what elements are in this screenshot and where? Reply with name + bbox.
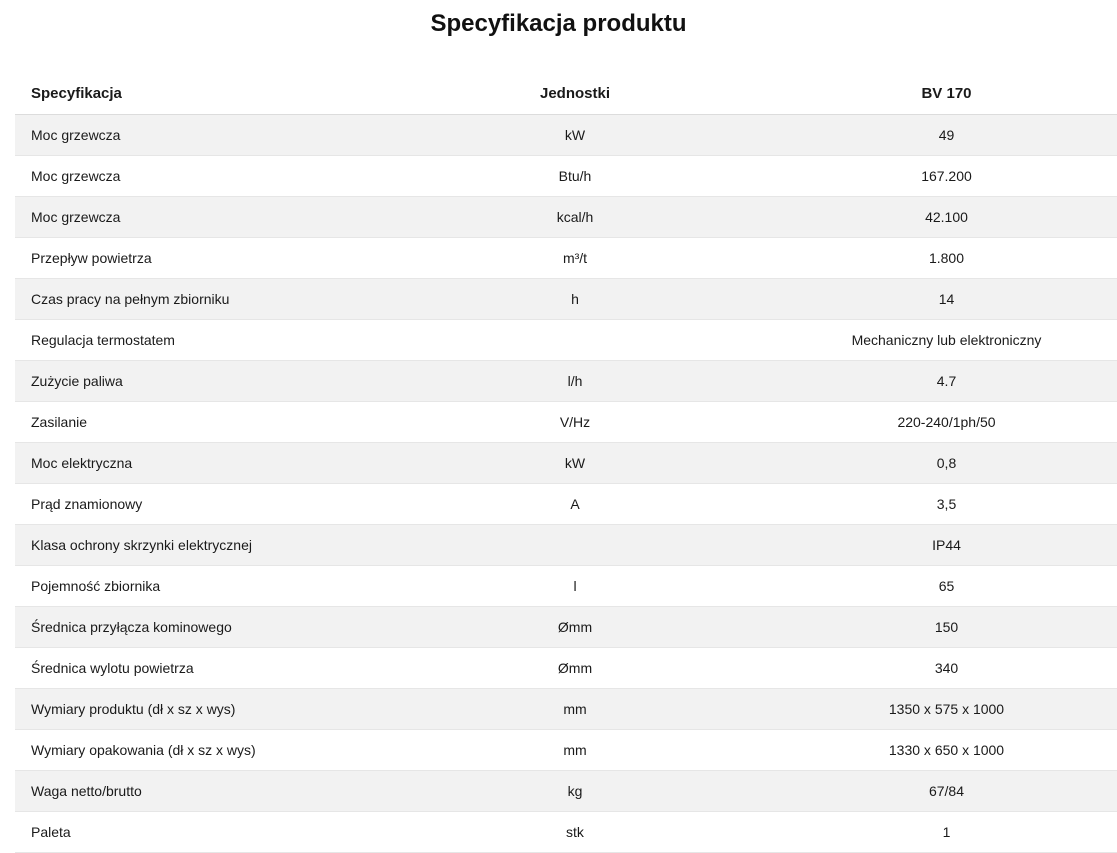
spec-name: Zasilanie — [15, 402, 376, 443]
spec-name: Moc grzewcza — [15, 156, 376, 197]
header-specyfikacja: Specyfikacja — [15, 73, 376, 115]
spec-name: Klasa ochrony skrzynki elektrycznej — [15, 525, 376, 566]
spec-unit: l/h — [376, 361, 774, 402]
spec-value: 1.800 — [774, 238, 1117, 279]
spec-value: IP44 — [774, 525, 1117, 566]
spec-name: Wymiary produktu (dł x sz x wys) — [15, 689, 376, 730]
table-header-row — [15, 73, 1117, 115]
spec-unit — [376, 525, 774, 566]
spec-unit: Ømm — [376, 648, 774, 689]
spec-unit: kcal/h — [376, 197, 774, 238]
spec-unit: A — [376, 484, 774, 525]
spec-value: 65 — [774, 566, 1117, 607]
spec-value: 167.200 — [774, 156, 1117, 197]
table-row — [15, 443, 1117, 484]
table-row — [15, 361, 1117, 402]
table-row — [15, 115, 1117, 156]
table-row — [15, 320, 1117, 361]
spec-name: Wymiary opakowania (dł x sz x wys) — [15, 730, 376, 771]
spec-value: 340 — [774, 648, 1117, 689]
spec-value: 67/84 — [774, 771, 1117, 812]
spec-name: Przepływ powietrza — [15, 238, 376, 279]
table-row — [15, 238, 1117, 279]
spec-unit: mm — [376, 689, 774, 730]
header-model: BV 170 — [774, 73, 1117, 115]
spec-name: Regulacja termostatem — [15, 320, 376, 361]
spec-unit: kW — [376, 115, 774, 156]
table-row — [15, 812, 1117, 853]
spec-unit: mm — [376, 730, 774, 771]
table-row — [15, 771, 1117, 812]
spec-value: 49 — [774, 115, 1117, 156]
spec-value: 1350 x 575 x 1000 — [774, 689, 1117, 730]
spec-name: Moc elektryczna — [15, 443, 376, 484]
header-jednostki: Jednostki — [376, 73, 774, 115]
spec-value: 42.100 — [774, 197, 1117, 238]
spec-table — [15, 73, 1117, 853]
table-row — [15, 566, 1117, 607]
table-row — [15, 525, 1117, 566]
spec-value: 150 — [774, 607, 1117, 648]
table-row — [15, 607, 1117, 648]
spec-name: Moc grzewcza — [15, 197, 376, 238]
spec-value: 14 — [774, 279, 1117, 320]
spec-name: Prąd znamionowy — [15, 484, 376, 525]
spec-unit — [376, 320, 774, 361]
spec-name: Średnica wylotu powietrza — [15, 648, 376, 689]
table-row — [15, 484, 1117, 525]
table-row — [15, 279, 1117, 320]
spec-value: 4.7 — [774, 361, 1117, 402]
spec-value: 1330 x 650 x 1000 — [774, 730, 1117, 771]
spec-unit: kW — [376, 443, 774, 484]
spec-name: Czas pracy na pełnym zbiorniku — [15, 279, 376, 320]
spec-name: Zużycie paliwa — [15, 361, 376, 402]
table-row — [15, 402, 1117, 443]
spec-name: Waga netto/brutto — [15, 771, 376, 812]
spec-unit: h — [376, 279, 774, 320]
table-body — [15, 115, 1117, 853]
spec-value: Mechaniczny lub elektroniczny — [774, 320, 1117, 361]
spec-name: Średnica przyłącza kominowego — [15, 607, 376, 648]
spec-unit: Btu/h — [376, 156, 774, 197]
spec-name: Pojemność zbiornika — [15, 566, 376, 607]
spec-unit: stk — [376, 812, 774, 853]
spec-name: Moc grzewcza — [15, 115, 376, 156]
spec-value: 0,8 — [774, 443, 1117, 484]
spec-value: 220-240/1ph/50 — [774, 402, 1117, 443]
spec-name: Paleta — [15, 812, 376, 853]
spec-unit: Ømm — [376, 607, 774, 648]
table-row — [15, 648, 1117, 689]
spec-unit: kg — [376, 771, 774, 812]
table-row — [15, 730, 1117, 771]
table-row — [15, 197, 1117, 238]
spec-unit: m³/t — [376, 238, 774, 279]
table-row — [15, 689, 1117, 730]
spec-value: 3,5 — [774, 484, 1117, 525]
spec-unit: V/Hz — [376, 402, 774, 443]
spec-value: 1 — [774, 812, 1117, 853]
table-row — [15, 156, 1117, 197]
page-title: Specyfikacja produktu — [430, 10, 687, 37]
spec-unit: l — [376, 566, 774, 607]
